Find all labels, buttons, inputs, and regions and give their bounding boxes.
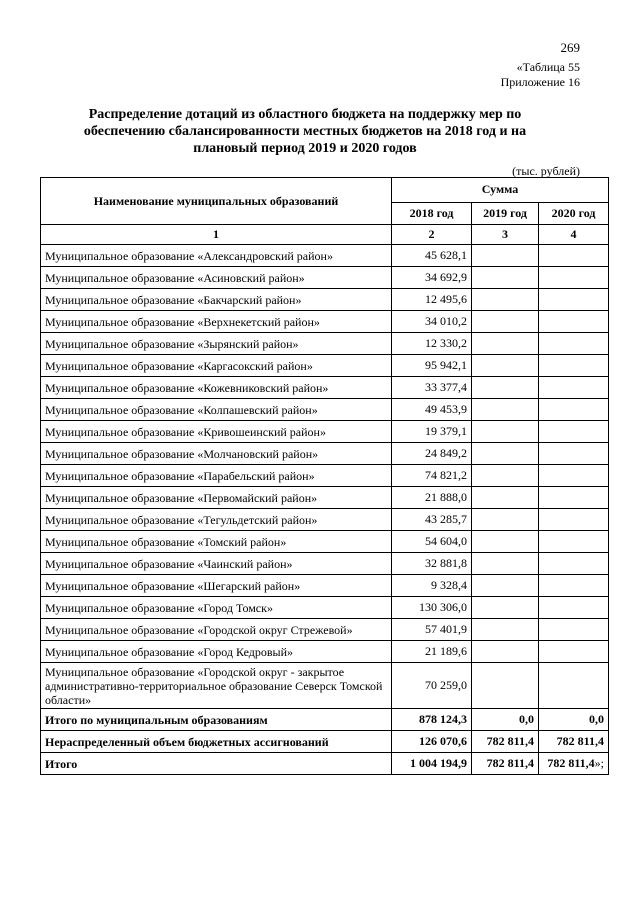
table-row	[41, 531, 609, 553]
column-number-4: 4	[539, 225, 609, 245]
amount-2020	[539, 311, 609, 333]
amount-2020	[539, 597, 609, 619]
amount-2019	[472, 311, 539, 333]
municipality-name: Муниципальное образование «Томский район»	[41, 531, 392, 553]
amount-2020	[539, 289, 609, 311]
units-note: (тыс. рублей)	[512, 164, 580, 178]
amount-2018: 21 888,0	[392, 487, 472, 509]
municipality-name: Муниципальное образование «Колпашевский район»	[41, 399, 392, 421]
amount-2020	[539, 399, 609, 421]
table-row	[41, 465, 609, 487]
page-number: 269	[560, 40, 580, 55]
amount-2020	[539, 333, 609, 355]
column-number-3: 3	[472, 225, 539, 245]
table-row	[41, 245, 609, 267]
subtotal-2019: 0,0	[472, 709, 539, 731]
municipality-name: Муниципальное образование «Городской округ Стрежевой»	[41, 619, 392, 641]
amount-2018: 95 942,1	[392, 355, 472, 377]
amount-2018: 70 259,0	[392, 663, 472, 709]
amount-2020	[539, 531, 609, 553]
table-row	[41, 399, 609, 421]
amount-2020	[539, 663, 609, 709]
table-row	[41, 443, 609, 465]
amount-2019	[472, 245, 539, 267]
amount-2020	[539, 267, 609, 289]
municipality-name: Муниципальное образование «Первомайский район»	[41, 487, 392, 509]
total-2020-value: 782 811,4	[547, 756, 595, 770]
amount-2019	[472, 487, 539, 509]
table-row	[41, 421, 609, 443]
municipality-name: Муниципальное образование «Асиновский район»	[41, 267, 392, 289]
table-row	[41, 597, 609, 619]
column-number-1: 1	[41, 225, 392, 245]
table-totals	[41, 709, 609, 775]
municipality-name: Муниципальное образование «Кожевниковский район»	[41, 377, 392, 399]
municipality-name: Муниципальное образование «Город Томск»	[41, 597, 392, 619]
appendix-number: Приложение 16	[500, 75, 580, 89]
header-sum: Сумма	[392, 178, 609, 203]
amount-2019	[472, 465, 539, 487]
total-2020	[539, 753, 609, 775]
municipality-name: Муниципальное образование «Зырянский район»	[41, 333, 392, 355]
table-row	[41, 487, 609, 509]
municipality-name: Муниципальное образование «Кривошеинский район»	[41, 421, 392, 443]
total-2019: 782 811,4	[472, 753, 539, 775]
unallocated-label: Нераспределенный объем бюджетных ассигнований	[41, 731, 392, 753]
title-line-2: обеспечению сбалансированности местных бюджетов на 2018 год и на	[83, 124, 527, 139]
amount-2019	[472, 267, 539, 289]
amount-2018: 19 379,1	[392, 421, 472, 443]
amount-2018: 34 692,9	[392, 267, 472, 289]
subtotal-label: Итого по муниципальным образованиям	[41, 709, 392, 731]
unallocated-row	[41, 731, 609, 753]
subtotal-row	[41, 709, 609, 731]
budget-table	[40, 177, 609, 775]
amount-2018: 130 306,0	[392, 597, 472, 619]
amount-2018: 54 604,0	[392, 531, 472, 553]
table-body	[41, 245, 609, 709]
table-row	[41, 619, 609, 641]
amount-2018: 33 377,4	[392, 377, 472, 399]
header-year-2020: 2020 год	[539, 202, 609, 224]
municipality-name: Муниципальное образование «Парабельский район»	[41, 465, 392, 487]
appendix-reference	[0, 60, 580, 90]
amount-2020	[539, 641, 609, 663]
header-municipality: Наименование муниципальных образований	[41, 178, 392, 225]
amount-2019	[472, 399, 539, 421]
amount-2020	[539, 465, 609, 487]
column-number-2: 2	[392, 225, 472, 245]
total-label: Итого	[41, 753, 392, 775]
amount-2019	[472, 421, 539, 443]
amount-2020	[539, 377, 609, 399]
amount-2019	[472, 289, 539, 311]
amount-2019	[472, 575, 539, 597]
amount-2018: 32 881,8	[392, 553, 472, 575]
total-row	[41, 753, 609, 775]
amount-2018: 9 328,4	[392, 575, 472, 597]
table-row	[41, 311, 609, 333]
amount-2020	[539, 619, 609, 641]
subtotal-2020: 0,0	[539, 709, 609, 731]
amount-2019	[472, 619, 539, 641]
amount-2019	[472, 553, 539, 575]
amount-2020	[539, 355, 609, 377]
amount-2019	[472, 355, 539, 377]
table-row	[41, 641, 609, 663]
closing-quote: »;	[594, 756, 605, 770]
amount-2018: 74 821,2	[392, 465, 472, 487]
table-row	[41, 289, 609, 311]
amount-2020	[539, 509, 609, 531]
amount-2018: 43 285,7	[392, 509, 472, 531]
amount-2020	[539, 245, 609, 267]
amount-2018: 49 453,9	[392, 399, 472, 421]
amount-2020	[539, 421, 609, 443]
amount-2019	[472, 377, 539, 399]
table-row	[41, 355, 609, 377]
amount-2019	[472, 333, 539, 355]
title-line-1: Распределение дотаций из областного бюджета на поддержку мер по	[88, 107, 522, 122]
municipality-name: Муниципальное образование «Александровский район»	[41, 245, 392, 267]
subtotal-2018: 878 124,3	[392, 709, 472, 731]
amount-2019	[472, 531, 539, 553]
amount-2018: 34 010,2	[392, 311, 472, 333]
municipality-name: Муниципальное образование «Городской округ - закрытое административно-территориальное образование Северск Томской области»	[41, 663, 392, 709]
unallocated-2020: 782 811,4	[539, 731, 609, 753]
table-row	[41, 509, 609, 531]
table-row	[41, 553, 609, 575]
amount-2019	[472, 663, 539, 709]
table-row	[41, 663, 609, 709]
municipality-name: Муниципальное образование «Бакчарский район»	[41, 289, 392, 311]
amount-2020	[539, 553, 609, 575]
header-year-2019: 2019 год	[472, 202, 539, 224]
municipality-name: Муниципальное образование «Город Кедровый»	[41, 641, 392, 663]
table-reference: «Таблица 55	[516, 60, 580, 74]
table-row	[41, 333, 609, 355]
municipality-name: Муниципальное образование «Молчановский район»	[41, 443, 392, 465]
amount-2018: 21 189,6	[392, 641, 472, 663]
table-row	[41, 575, 609, 597]
total-2018: 1 004 194,9	[392, 753, 472, 775]
amount-2020	[539, 443, 609, 465]
amount-2019	[472, 509, 539, 531]
municipality-name: Муниципальное образование «Шегарский район»	[41, 575, 392, 597]
amount-2018: 45 628,1	[392, 245, 472, 267]
municipality-name: Муниципальное образование «Каргасокский район»	[41, 355, 392, 377]
unallocated-2019: 782 811,4	[472, 731, 539, 753]
header-year-2018: 2018 год	[392, 202, 472, 224]
amount-2020	[539, 487, 609, 509]
amount-2018: 12 330,2	[392, 333, 472, 355]
municipality-name: Муниципальное образование «Тегульдетский район»	[41, 509, 392, 531]
amount-2018: 12 495,6	[392, 289, 472, 311]
municipality-name: Муниципальное образование «Чаинский район»	[41, 553, 392, 575]
amount-2019	[472, 597, 539, 619]
title-line-3: плановый период 2019 и 2020 годов	[193, 141, 417, 156]
amount-2019	[472, 641, 539, 663]
amount-2020	[539, 575, 609, 597]
amount-2018: 57 401,9	[392, 619, 472, 641]
document-title	[40, 106, 570, 157]
amount-2019	[472, 443, 539, 465]
table-row	[41, 267, 609, 289]
municipality-name: Муниципальное образование «Верхнекетский район»	[41, 311, 392, 333]
amount-2018: 24 849,2	[392, 443, 472, 465]
unallocated-2018: 126 070,6	[392, 731, 472, 753]
table-row	[41, 377, 609, 399]
